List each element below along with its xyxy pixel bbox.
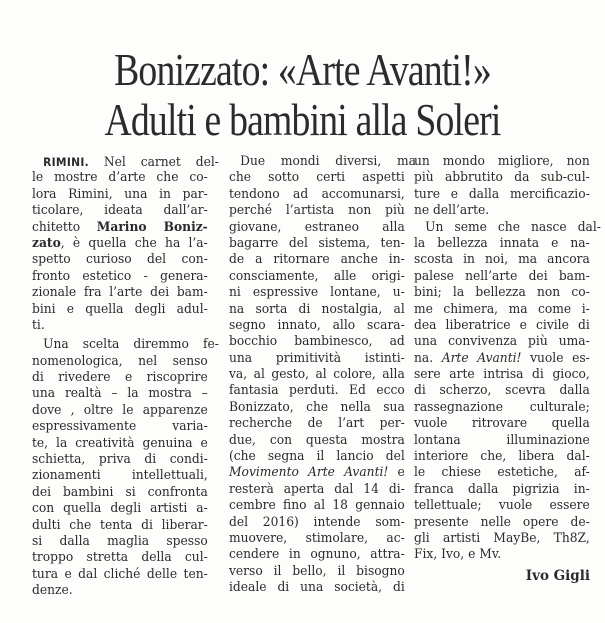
text-line: ticolare, ideata dall’ar-	[32, 203, 208, 219]
text-line: interiore che, libera dal-	[414, 449, 590, 465]
text-line: dea liberatrice e civile di	[414, 317, 590, 333]
text-line: giovane, estraneo alla	[229, 219, 405, 235]
text-line: più abbrutito da sub-cul-	[414, 170, 590, 186]
text-line: dove , oltre le apparenze	[32, 402, 208, 418]
text-line: spetto curioso del con-	[32, 252, 208, 268]
text-line: fronto estetico - genera-	[32, 268, 208, 284]
text-line: troppo stretta della cul-	[32, 550, 208, 566]
text-line: zionale fra l’arte dei bam-	[32, 285, 208, 301]
text-line: schietta, priva di condi-	[32, 452, 208, 468]
text-line: bini e quella degli adul-	[32, 301, 208, 317]
text-line: espressivamente varia-	[32, 419, 208, 435]
text-line: gli artisti MayBe, Th8Z,	[414, 530, 590, 546]
text-line: verso il bello, il bisogno	[229, 563, 405, 579]
text-line: tellettuale; vuole essere	[414, 498, 590, 514]
text-line: di rivedere e riscoprire	[32, 370, 208, 386]
text-line: ti.	[32, 317, 45, 333]
text-line: si dalla maglia spesso	[32, 533, 208, 549]
dateline: RIMINI.	[43, 155, 89, 169]
text-line: palese nell’arte dei bam-	[414, 268, 590, 284]
text-line: ideale di una società, di	[229, 580, 405, 596]
text-line: del 2016) intende som-	[229, 514, 405, 530]
text-line: va, al gesto, al colore, alla	[229, 367, 405, 383]
text-line: che sotto certi aspetti	[229, 170, 405, 186]
text-line: la bellezza innata e na-	[414, 235, 590, 251]
article-column-2	[229, 154, 416, 597]
text-line: bini; la bellezza non co-	[414, 285, 590, 301]
text-line: bagarre del sistema, ten-	[229, 235, 405, 251]
text-line: un mondo migliore, non	[414, 154, 590, 169]
text-line: nomenologica, nel senso	[32, 353, 208, 369]
text-line: franca dalla pigrizia in-	[414, 481, 590, 497]
text-line: dei bambini si confronta	[32, 484, 208, 500]
text-line: rassegnazione culturale;	[414, 399, 590, 415]
text-line: RIMINI. Nel carnet del-	[43, 155, 219, 170]
text-line: ni espressive lontane, u-	[229, 285, 405, 301]
text-line: te, la creatività genuina e	[32, 435, 208, 451]
article-column-1	[32, 154, 219, 600]
text-line: Bonizzato, che nella sua	[229, 399, 405, 415]
text-line: me chimera, ma come i-	[414, 301, 590, 317]
text-line: Movimento Arte Avanti! e	[229, 465, 405, 481]
text-line: consciamente, alle origi-	[229, 268, 405, 284]
text-line: dulti che tenta di liberar-	[32, 517, 208, 533]
text-line: una convivenza più uma-	[414, 334, 590, 350]
text-line: le chiese estetiche, af-	[414, 465, 590, 481]
text-line: le mostre d’arte che co-	[32, 170, 208, 186]
text-line: cendere in ognuno, attra-	[229, 547, 405, 563]
text-line: una realtà – la mostra –	[32, 386, 208, 402]
text-line: perché l’artista non più	[229, 203, 405, 219]
headline-line-1: Bonizzato: «Arte Avanti!»	[114, 44, 491, 96]
text-line: zato, è quella che ha l’a-	[32, 235, 208, 251]
text-line: sere arte intrisa di gioco,	[414, 367, 590, 383]
text-line: (che segna il lancio del	[229, 449, 405, 465]
artist-name: Marino Boniz-	[96, 219, 208, 235]
headline	[0, 45, 605, 145]
text-line: bocchio bambinesco, ad	[229, 334, 405, 350]
text-line: resterà aperta dal 14 di-	[229, 481, 405, 497]
text-line: tendono ad accomunarsi,	[229, 186, 405, 202]
text-line: na. Arte Avanti! vuole es-	[414, 350, 590, 366]
text-line: lontana illuminazione	[414, 432, 590, 448]
text-line: due, con questa mostra	[229, 432, 405, 448]
text-line: zionamenti intellettuali,	[32, 468, 208, 484]
article-column-3	[414, 154, 601, 584]
text-line: con quella degli artisti a-	[32, 501, 208, 517]
text-line: Un seme che nasce dal-	[425, 219, 601, 235]
text-line: Fix, Ivo, e Mv.	[414, 547, 502, 563]
text-line: segno innato, allo scara-	[229, 317, 405, 333]
movement-name: Movimento Arte Avanti!	[229, 465, 389, 481]
text-line: de a ritornare anche in-	[229, 252, 405, 268]
text-line: Una scelta diremmo fe-	[43, 337, 219, 353]
text-line: denze.	[32, 583, 73, 599]
text-line: una primitività istinti-	[229, 350, 405, 366]
text-line: vuole ritrovare quella	[414, 416, 590, 432]
text-line: fantasia perduti. Ed ecco	[229, 383, 405, 399]
text-line: muovere, stimolare, ac-	[229, 530, 405, 546]
text-line: presente nelle opere de-	[414, 514, 590, 530]
text-line: tura e dal cliché delle ten-	[32, 566, 208, 582]
text-line: ne dell’arte.	[414, 203, 490, 219]
text-line: recherche de l’art per-	[229, 416, 405, 432]
artist-name-cont: zato	[32, 235, 61, 251]
arte-avanti-title: Arte Avanti!	[441, 350, 522, 366]
text-line: di scherzo, scevra dalla	[414, 383, 590, 399]
text-line: lora Rimini, una in par-	[32, 186, 208, 202]
text-line: chitetto Marino Boniz-	[32, 219, 208, 235]
text-line: na sorta di nostalgia, al	[229, 301, 405, 317]
headline-line-2: Adulti e bambini alla Soleri	[104, 94, 501, 146]
text-line: ture e dalla mercificazio-	[414, 186, 590, 202]
author-signature: Ivo Gigli	[525, 567, 590, 584]
text-line: Due mondi diversi, ma	[240, 154, 416, 169]
text-line: cembre fino al 18 gennaio	[229, 498, 405, 514]
text-line: scosta in noi, ma ancora	[414, 252, 590, 268]
